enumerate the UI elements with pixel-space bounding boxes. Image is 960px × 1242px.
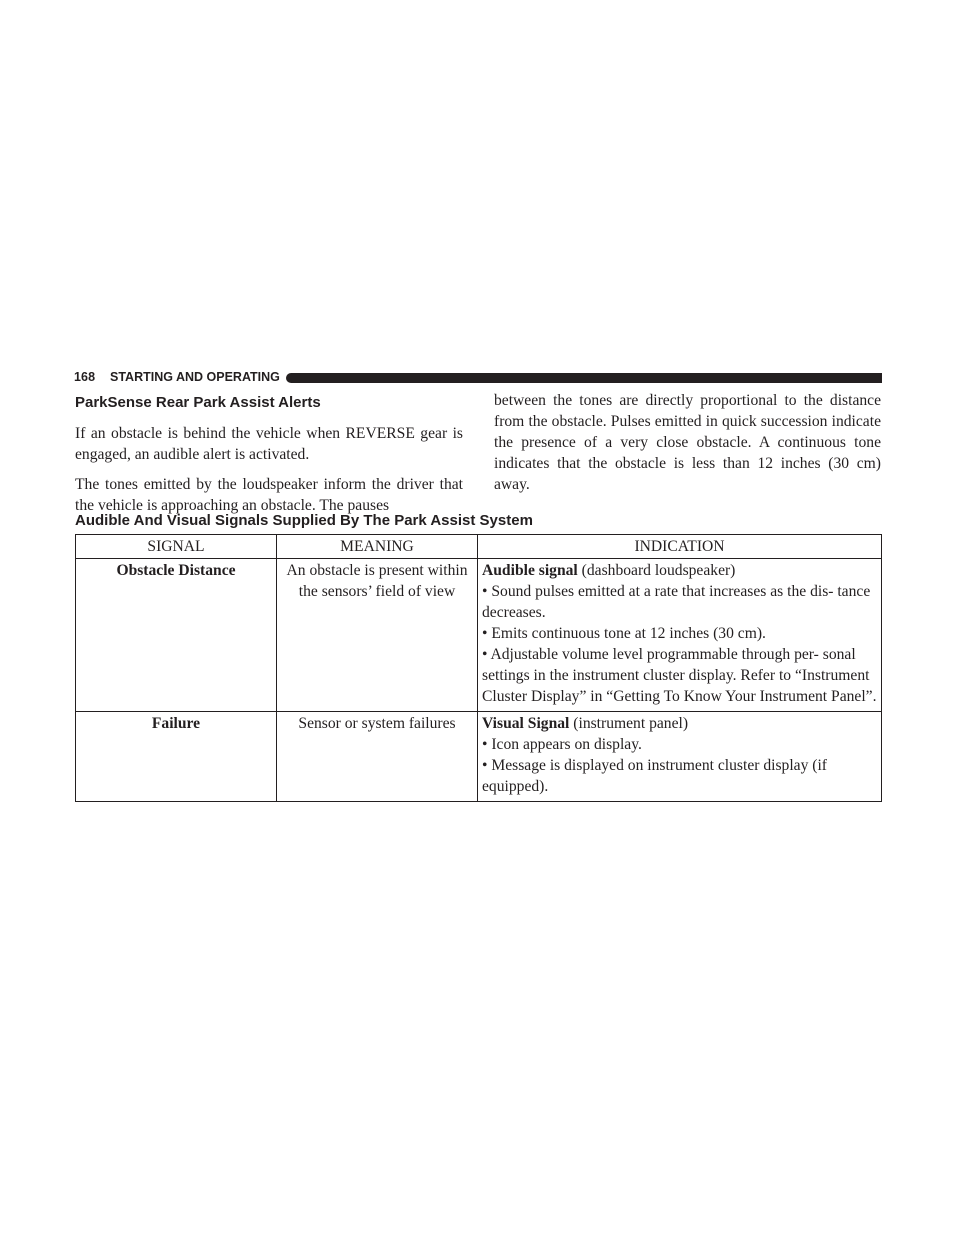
signals-table: [75, 534, 882, 802]
indication-item: • Icon appears on display.: [482, 736, 642, 753]
table-header-row: [76, 535, 882, 559]
header-signal: SIGNAL: [76, 535, 277, 559]
indication-item: • Emits continuous tone at 12 inches (30 cm).: [482, 625, 766, 642]
header-indication: INDICATION: [478, 535, 882, 559]
indication-lead-line: [482, 560, 877, 581]
header-meaning: MEANING: [277, 535, 478, 559]
indication-lead: Audible signal: [482, 562, 578, 579]
signal-cell: Failure: [76, 712, 277, 802]
meaning-cell: Sensor or system failures: [277, 712, 478, 802]
paragraph-3: between the tones are directly proportional to the distance from the obstacle. Pulses emitted in quick succession indicate the presence of a very close obstacle. A continuous tone indicates that the obstacle is less than 12 inches (30 cm) away.: [494, 392, 881, 493]
indication-lead: Visual Signal: [482, 715, 570, 732]
indication-item: • Sound pulses emitted at a rate that increases as the dis- tance decreases.: [482, 583, 871, 621]
page-header: [74, 368, 882, 388]
signal-cell: Obstacle Distance: [76, 559, 277, 712]
indication-lead-line: [482, 713, 877, 734]
indication-cell: [478, 559, 882, 712]
section-title: STARTING AND OPERATING: [110, 370, 280, 384]
header-rule: [286, 373, 882, 383]
indication-lead-rest: (dashboard loudspeaker): [577, 562, 736, 579]
indication-item: • Adjustable volume level programmable through per- sonal settings in the instrument cluster display. Refer to “Instrument Cluster Display” in “Getting To Know Your Instrument Panel”.: [482, 646, 877, 705]
paragraph-2: The tones emitted by the loudspeaker inform the driver that the vehicle is approaching an obstacle. The pauses: [75, 476, 463, 514]
section-heading: ParkSense Rear Park Assist Alerts: [75, 394, 321, 411]
indication-lead-rest: (instrument panel): [569, 715, 689, 732]
meaning-cell: An obstacle is present within the sensors’ field of view: [277, 559, 478, 712]
table-title: Audible And Visual Signals Supplied By The Park Assist System: [75, 512, 533, 529]
table-row: [76, 559, 882, 712]
page-number: 168: [74, 370, 96, 384]
indication-item: • Message is displayed on instrument cluster display (if equipped).: [482, 757, 827, 795]
right-column: [494, 390, 881, 504]
indication-cell: [478, 712, 882, 802]
left-column: [75, 394, 463, 525]
paragraph-1: If an obstacle is behind the vehicle when REVERSE gear is engaged, an audible alert is activated.: [75, 425, 463, 463]
table-row: [76, 712, 882, 802]
